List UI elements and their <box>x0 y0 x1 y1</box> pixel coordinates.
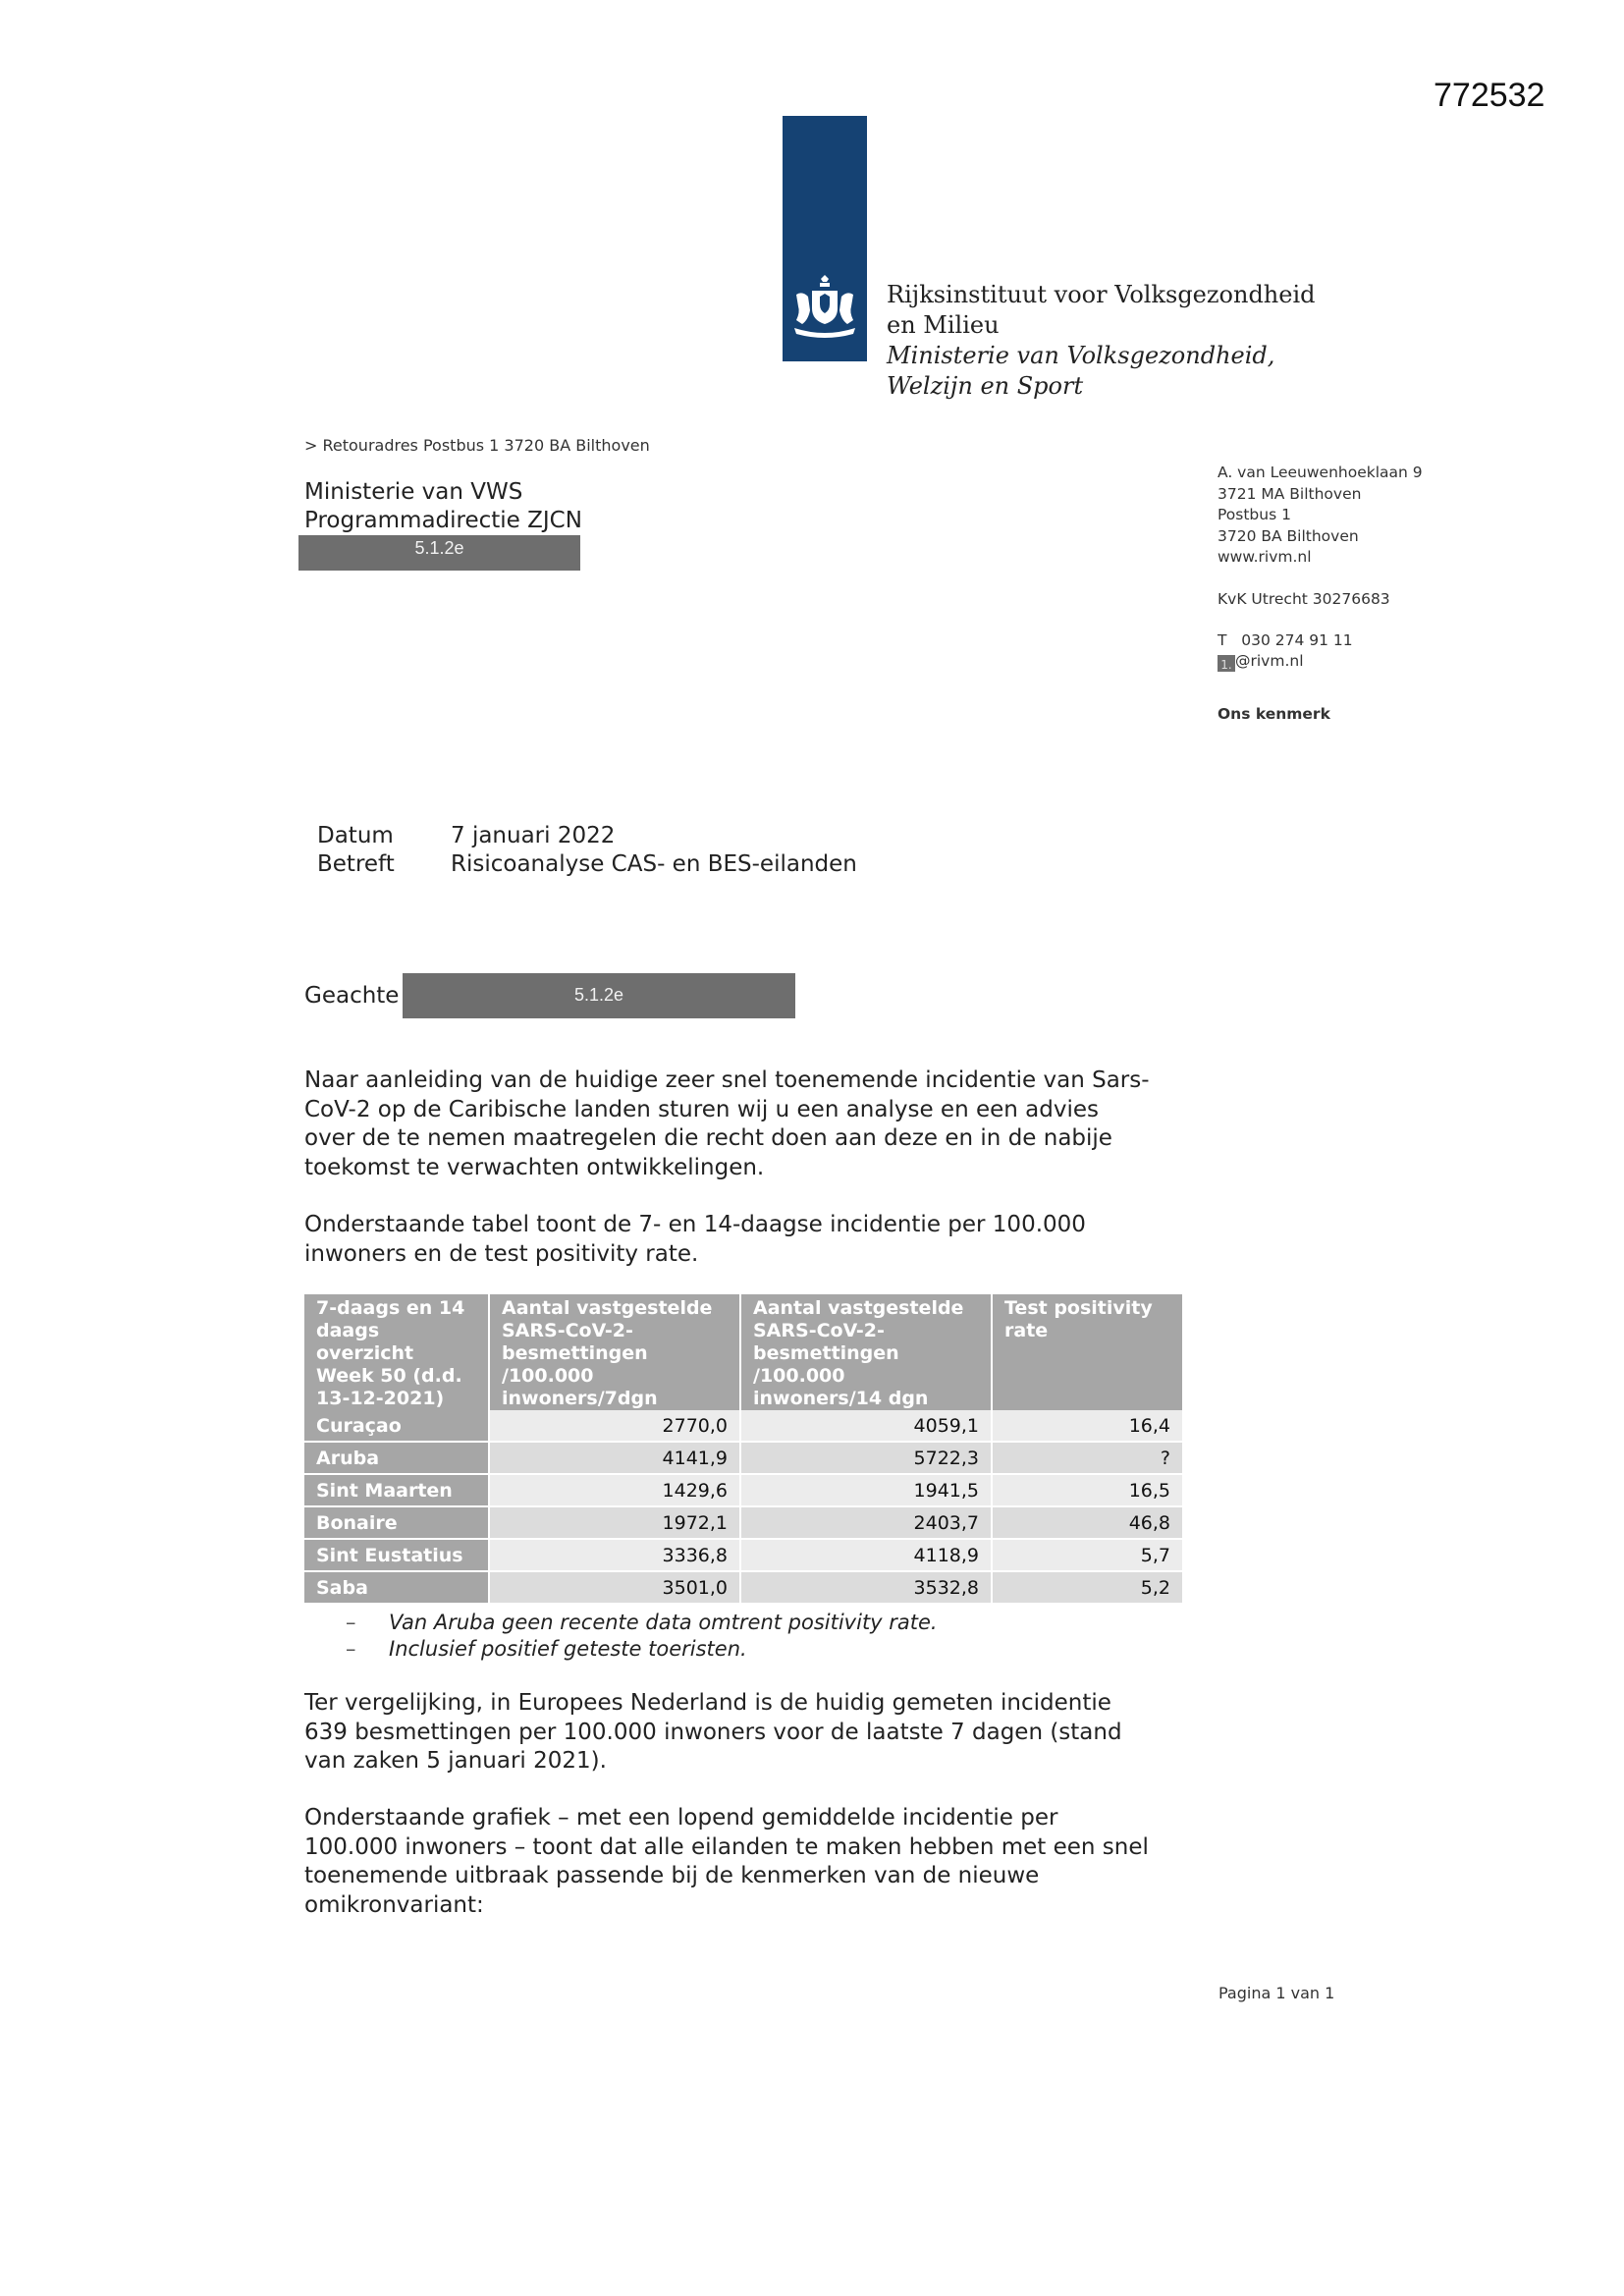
cell-7day: 3336,8 <box>489 1539 740 1571</box>
org-name-line2: en Milieu <box>887 311 1000 339</box>
text-line: omikronvariant: <box>304 1891 484 1918</box>
text-line: inwoners en de test positivity rate. <box>304 1240 699 1267</box>
table-note: – Van Aruba geen recente data omtrent positivity rate. <box>346 1611 938 1634</box>
salutation-redaction: 5.1.2e <box>403 973 795 1018</box>
table-row <box>304 1571 1183 1604</box>
cell-7day: 3501,0 <box>489 1571 740 1604</box>
text-line: 100.000 inwoners – toont dat alle eilanden te maken hebben met een snel <box>304 1833 1149 1860</box>
org-name-line1: Rijksinstituut voor Volksgezondheid <box>887 281 1316 308</box>
sender-website[interactable]: www.rivm.nl <box>1218 548 1312 566</box>
subject-label: Betreft <box>317 851 395 877</box>
coat-of-arms-icon <box>790 273 859 342</box>
incidence-table <box>304 1294 1184 1605</box>
recipient-line2: Programmadirectie ZJCN <box>304 508 582 533</box>
text-line: CoV-2 op de Caribische landen sturen wij u een analyse en een advies <box>304 1096 1099 1122</box>
row-name: Saba <box>304 1571 489 1604</box>
cell-positivity: ? <box>992 1442 1183 1474</box>
cell-14day: 4059,1 <box>740 1410 992 1442</box>
text-line: toekomst te verwachten ontwikkelingen. <box>304 1154 765 1180</box>
text-line: Onderstaande tabel toont de 7- en 14-daagse incidentie per 100.000 <box>304 1212 1086 1237</box>
text-line: Naar aanleiding van de huidige zeer snel toenemende incidentie van Sars- <box>304 1067 1150 1093</box>
text-line: 639 besmettingen per 100.000 inwoners voor de laatste 7 dagen (stand <box>304 1719 1122 1745</box>
sender-email-line[interactable] <box>1218 651 1304 673</box>
table-note: – Inclusief positief geteste toeristen. <box>346 1637 747 1661</box>
cell-7day: 1972,1 <box>489 1506 740 1539</box>
row-name: Curaçao <box>304 1410 489 1442</box>
table-header-row <box>304 1294 1183 1410</box>
cell-positivity: 46,8 <box>992 1506 1183 1539</box>
row-name: Sint Eustatius <box>304 1539 489 1571</box>
paragraph-intro <box>304 1066 1208 1182</box>
cell-positivity: 5,2 <box>992 1571 1183 1604</box>
return-address: > Retouradres Postbus 1 3720 BA Bilthoven <box>304 436 650 455</box>
table-row <box>304 1442 1183 1474</box>
rijksoverheid-logo <box>783 116 867 361</box>
sender-email: @rivm.nl <box>1235 652 1304 670</box>
header-14day: Aantal vastgestelde SARS-CoV-2- besmettingen /100.000 inwoners/14 dgn <box>740 1294 992 1410</box>
cell-14day: 4118,9 <box>740 1539 992 1571</box>
cell-14day: 5722,3 <box>740 1442 992 1474</box>
reference-label: Ons kenmerk <box>1218 705 1330 723</box>
sender-block <box>1218 463 1423 569</box>
sender-address1: A. van Leeuwenhoeklaan 9 <box>1218 464 1423 481</box>
sender-phone: T 030 274 91 11 <box>1218 631 1353 649</box>
header-positivity: Test positivity rate <box>992 1294 1183 1410</box>
row-name: Aruba <box>304 1442 489 1474</box>
text-line: over de te nemen maatregelen die recht doen aan deze en in de nabije <box>304 1125 1112 1151</box>
cell-14day: 3532,8 <box>740 1571 992 1604</box>
row-name: Sint Maarten <box>304 1474 489 1506</box>
header-7day: Aantal vastgestelde SARS-CoV-2- besmettingen /100.000 inwoners/7dgn <box>489 1294 740 1410</box>
email-redaction: 1. <box>1218 655 1235 672</box>
table-row <box>304 1474 1183 1506</box>
recipient-redaction: 5.1.2e <box>298 535 580 571</box>
recipient-line1: Ministerie van VWS <box>304 479 523 505</box>
sender-address2: 3721 MA Bilthoven <box>1218 484 1362 503</box>
cell-14day: 1941,5 <box>740 1474 992 1506</box>
date-label: Datum <box>317 823 394 848</box>
paragraph-comparison <box>304 1689 1208 1777</box>
table-row <box>304 1506 1183 1539</box>
paragraph-table-intro <box>304 1211 1208 1269</box>
table-row <box>304 1539 1183 1571</box>
cell-7day: 1429,6 <box>489 1474 740 1506</box>
paragraph-chart-intro <box>304 1804 1208 1920</box>
subject-value: Risicoanalyse CAS- en BES-eilanden <box>451 851 857 877</box>
cell-14day: 2403,7 <box>740 1506 992 1539</box>
salutation: Geachte <box>304 983 400 1009</box>
text-line: toenemende uitbraak passende bij de kenmerken van de nieuwe <box>304 1863 1040 1888</box>
sender-address4: 3720 BA Bilthoven <box>1218 526 1359 545</box>
cell-positivity: 16,4 <box>992 1410 1183 1442</box>
sender-address3: Postbus 1 <box>1218 506 1291 523</box>
text-line: van zaken 5 januari 2021). <box>304 1748 607 1774</box>
ministry-line1: Ministerie van Volksgezondheid, <box>887 342 1275 369</box>
table-row <box>304 1410 1183 1442</box>
cell-7day: 2770,0 <box>489 1410 740 1442</box>
cell-positivity: 5,7 <box>992 1539 1183 1571</box>
text-line: Ter vergelijking, in Europees Nederland is de huidig gemeten incidentie <box>304 1690 1111 1716</box>
date-value: 7 januari 2022 <box>451 823 616 848</box>
cell-7day: 4141,9 <box>489 1442 740 1474</box>
cell-positivity: 16,5 <box>992 1474 1183 1506</box>
header-overview: 7-daags en 14 daags overzicht Week 50 (d.d. 13-12-2021) <box>304 1294 489 1410</box>
document-id: 772532 <box>1434 77 1545 114</box>
row-name: Bonaire <box>304 1506 489 1539</box>
ministry-line2: Welzijn en Sport <box>887 372 1084 400</box>
page-number: Pagina 1 van 1 <box>1218 1984 1335 2002</box>
text-line: Onderstaande grafiek – met een lopend gemiddelde incidentie per <box>304 1805 1058 1831</box>
sender-kvk: KvK Utrecht 30276683 <box>1218 590 1390 608</box>
